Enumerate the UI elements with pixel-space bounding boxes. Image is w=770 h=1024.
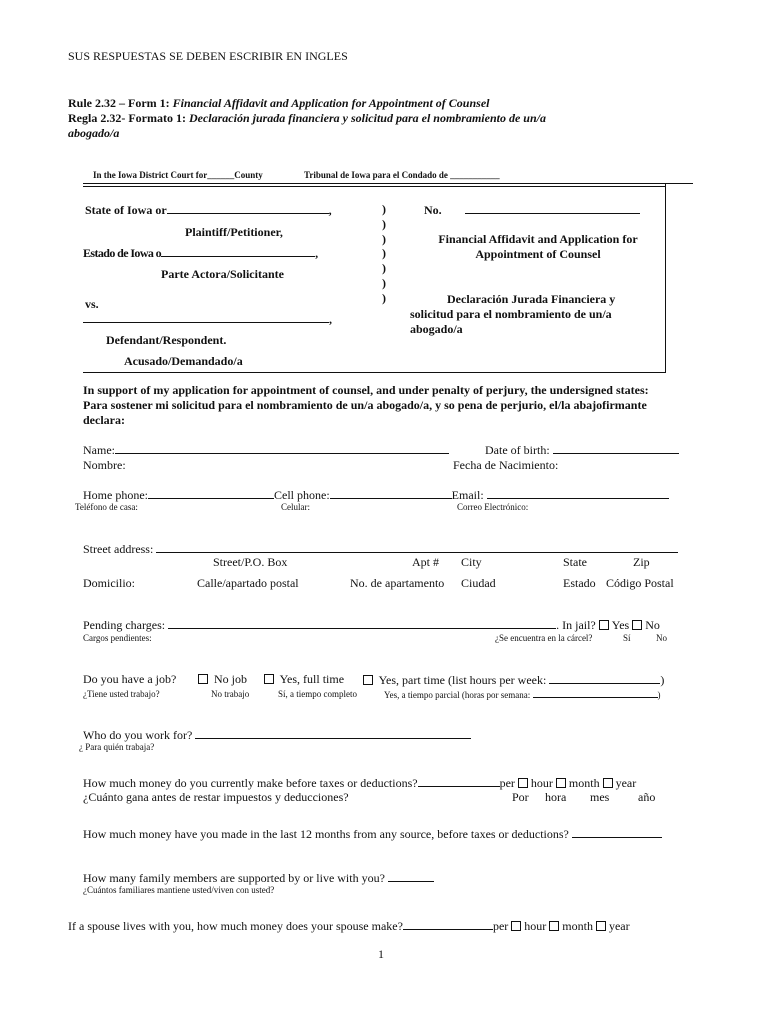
case-number-line: No. [424, 202, 640, 218]
no-apt-label: No. de apartamento [350, 576, 445, 590]
spouse-month-checkbox[interactable] [549, 921, 559, 931]
spouse-year-checkbox[interactable] [596, 921, 606, 931]
jail-no-checkbox[interactable] [632, 620, 642, 630]
street-input[interactable] [156, 541, 678, 553]
state-of-iowa-line: State of Iowa or , [85, 203, 332, 217]
city-label: City [461, 555, 482, 569]
zip-label: Zip [633, 555, 650, 569]
regla-prefix: Regla 2.32- Formato 1: [68, 111, 186, 125]
income-hour-checkbox[interactable] [518, 778, 528, 788]
estado-line: Estado de Iowa o , [83, 246, 318, 260]
family-input[interactable] [388, 870, 434, 882]
rule-prefix: Rule 2.32 – Form 1: [68, 96, 170, 110]
cuantos-label: ¿Cuántos familiares mantiene usted/viven con usted? [83, 885, 275, 895]
dob-row [485, 442, 679, 458]
who-work-label: Who do you work for? [83, 728, 193, 742]
job-question: Do you have a job? [83, 672, 177, 686]
employer-row [83, 727, 471, 743]
tribunal-label: Tribunal de Iowa para el Condado de ___________ [304, 170, 500, 180]
in-jail-label: . In jail? [556, 618, 596, 632]
spouse-row: If a spouse lives with you, how much money does your spouse make? per hour month year [68, 919, 630, 933]
parte-label: Parte Actora/Solicitante [161, 267, 284, 281]
state-label: State [563, 555, 587, 569]
mes-label: mes [590, 790, 610, 804]
pending-label: Pending charges: [83, 618, 166, 632]
ano-label: año [638, 790, 656, 804]
street-label: Street address: [83, 542, 154, 556]
nombre-label: Nombre: [83, 458, 126, 472]
dob-input[interactable] [553, 442, 679, 454]
income-year-checkbox[interactable] [603, 778, 613, 788]
caption-parentheses: ) ) ) ) ) ) ) [382, 202, 386, 305]
si-label: Sí [623, 633, 631, 643]
acusado-label: Acusado/Demandado/a [124, 354, 243, 368]
iowa-court-label: In the Iowa District Court for______County [93, 170, 263, 180]
jail-no-label: No [645, 618, 660, 632]
form-title [68, 96, 489, 111]
right-es-2: solicitud para el nombramiento de un/a [410, 307, 612, 321]
right-es-3: abogado/a [410, 322, 463, 336]
email-input[interactable] [487, 487, 669, 499]
spouse-input[interactable] [403, 918, 493, 930]
right-title-2: Appointment of Counsel [475, 247, 601, 261]
email-label: Email: [451, 488, 484, 502]
caption-top-line [83, 183, 693, 184]
right-es-1: Declaración Jurada Financiera y [447, 292, 616, 306]
form-title-es [68, 111, 546, 126]
no-job-option[interactable]: No job [198, 672, 247, 687]
hours-input[interactable] [549, 672, 660, 684]
support-statement-en: In support of my application for appointment of counsel, and under penalty of perjury, the undersigned states: [83, 383, 649, 397]
street-po-label: Street/P.O. Box [213, 555, 288, 569]
spouse-label: If a spouse lives with you, how much money does your spouse make? [68, 919, 403, 933]
vs-label: vs. [85, 297, 99, 311]
cuanto-label: ¿Cuánto gana antes de restar impuestos y deducciones? [83, 790, 349, 804]
full-time-checkbox[interactable] [264, 674, 274, 684]
jail-yes-checkbox[interactable] [599, 620, 609, 630]
defendant-line: , [83, 311, 332, 327]
street-row [83, 541, 678, 557]
part-time-option[interactable]: Yes, part time (list hours per week: ) [363, 672, 664, 688]
last12-row [83, 826, 662, 842]
carcel-label: ¿Se encuentra en la cárcel? [495, 633, 593, 643]
para-quien-label: ¿ Para quién trabaja? [79, 742, 155, 752]
family-label: How many family members are supported by or live with you? [83, 871, 385, 885]
tiene-label: ¿Tiene usted trabajo? [83, 689, 160, 699]
income-label: How much money do you currently make before taxes or deductions? [83, 776, 418, 790]
calle-label: Calle/apartado postal [197, 576, 299, 590]
no-trabajo-label: No trabajo [211, 689, 250, 699]
parcial-label: Yes, a tiempo parcial (horas por semana: ) [384, 690, 661, 700]
name-row [83, 442, 449, 458]
home-phone-input[interactable] [148, 487, 274, 499]
income-month-checkbox[interactable] [556, 778, 566, 788]
rule-title: Financial Affidavit and Application for Appointment of Counsel [172, 96, 490, 110]
correo-label: Correo Electrónico: [457, 502, 529, 512]
full-time-option[interactable]: Yes, full time [264, 672, 344, 687]
jail-yes-label: Yes [611, 618, 630, 632]
employer-input[interactable] [195, 727, 471, 739]
codigo-label: Código Postal [606, 576, 674, 590]
por-label: Por [512, 790, 529, 804]
celular-label: Celular: [281, 502, 310, 512]
no-es-label: No [656, 633, 667, 643]
ciudad-label: Ciudad [461, 576, 496, 590]
pending-input[interactable] [168, 617, 556, 629]
defendant-label: Defendant/Respondent. [106, 333, 227, 347]
fecha-label: Fecha de Nacimiento: [453, 458, 559, 472]
phone-row [83, 487, 669, 503]
support-statement-es-2: declara: [83, 413, 125, 427]
pending-row [83, 617, 660, 633]
income-row: How much money do you currently make before taxes or deductions? per hour month year [83, 776, 637, 790]
name-input[interactable] [115, 442, 449, 454]
name-label: Name: [83, 443, 115, 457]
spouse-hour-checkbox[interactable] [511, 921, 521, 931]
caption-right-border [665, 183, 666, 373]
plaintiff-label: Plaintiff/Petitioner, [185, 225, 283, 239]
regla-title: Declaración jurada financiera y solicitud para el nombramiento de un/a [188, 111, 546, 125]
language-notice: SUS RESPUESTAS SE DEBEN ESCRIBIR EN INGLES [68, 49, 348, 63]
dob-label: Date of birth: [485, 443, 550, 457]
caption-bottom-line [83, 372, 666, 373]
cell-phone-input[interactable] [330, 487, 452, 499]
page-number: 1 [378, 947, 384, 961]
cargos-label: Cargos pendientes: [83, 633, 152, 643]
last12-input[interactable] [572, 826, 662, 838]
home-phone-label: Home phone: [83, 488, 148, 502]
apt-label: Apt # [412, 555, 439, 569]
si-completo-label: Sí, a tiempo completo [278, 689, 357, 699]
family-row [83, 870, 434, 886]
estado-field-label: Estado [563, 576, 596, 590]
no-job-checkbox[interactable] [198, 674, 208, 684]
part-time-checkbox[interactable] [363, 675, 373, 685]
last12-label: How much money have you made in the last 12 months from any source, before taxes or deductions? [83, 827, 569, 841]
caption-top-line-2 [83, 186, 665, 187]
domicilio-label: Domicilio: [83, 576, 135, 590]
telefono-label: Teléfono de casa: [75, 502, 138, 512]
support-statement-es: Para sostener mi solicitud para el nombramiento de un/a abogado/a, y so pena de perjurio, el/la abajofirmante [83, 398, 647, 412]
regla-title-2: abogado/a [68, 126, 120, 140]
right-title-1: Financial Affidavit and Application for [438, 232, 638, 246]
income-input[interactable] [418, 775, 500, 787]
hora-label: hora [545, 790, 567, 804]
cell-phone-label: Cell phone: [274, 488, 330, 502]
